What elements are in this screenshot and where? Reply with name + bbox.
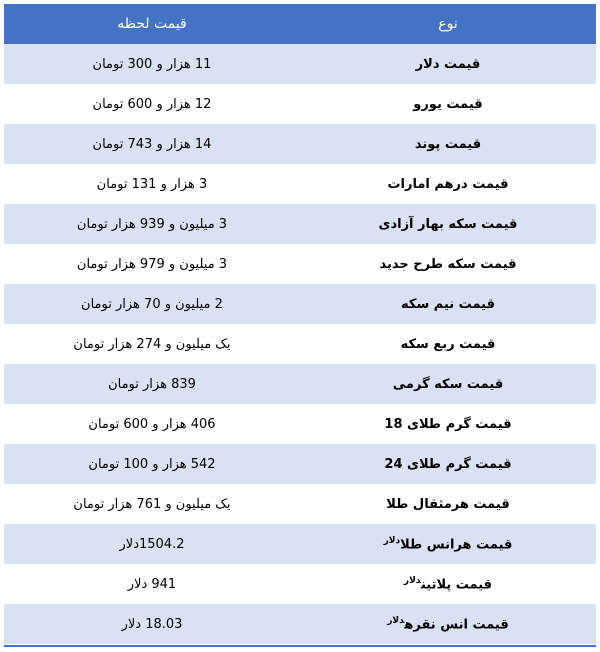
type-unit-superscript: دلار (403, 575, 421, 586)
type-cell (300, 124, 596, 164)
table-row (4, 44, 596, 84)
price-cell: 11 هزار و 300 تومان (4, 44, 300, 84)
type-name: قیمت سکه گرمی (392, 376, 504, 392)
table-row (4, 164, 596, 204)
header-price: قیمت لحظه (4, 4, 300, 44)
type-name: قیمت هرمثقال طلا (386, 496, 510, 512)
type-cell (300, 204, 596, 244)
type-cell (300, 244, 596, 284)
price-cell: 3 میلیون و 939 هزار تومان (4, 204, 300, 244)
type-cell (300, 484, 596, 524)
table-row (4, 564, 596, 604)
type-name: قیمت سکه طرح جدید (379, 256, 517, 272)
type-cell (300, 44, 596, 84)
type-name: قیمت نیم سکه (401, 296, 495, 312)
table-row (4, 604, 596, 644)
type-unit-superscript: دلار (387, 615, 405, 626)
price-cell: یک میلیون و 274 هزار تومان (4, 324, 300, 364)
type-name: قیمت دلار (415, 56, 481, 72)
table-row (4, 364, 596, 404)
type-cell (300, 164, 596, 204)
price-cell: 406 هزار و 600 تومان (4, 404, 300, 444)
table-row (4, 404, 596, 444)
type-name: قیمت هرانس طلا (400, 537, 513, 553)
type-cell (300, 604, 596, 644)
price-cell: 941 دلار (4, 564, 300, 604)
table-header (4, 4, 596, 44)
type-cell (300, 444, 596, 484)
type-cell (300, 364, 596, 404)
price-cell: 542 هزار و 100 تومان (4, 444, 300, 484)
table-row (4, 244, 596, 284)
type-name: قیمت پلاتین (421, 577, 493, 593)
type-name: قیمت پوند (414, 136, 482, 152)
price-cell: 18.03 دلار (4, 604, 300, 644)
type-name: قیمت درهم امارات (387, 176, 509, 192)
type-cell (300, 284, 596, 324)
table-row (4, 484, 596, 524)
type-name: قیمت گرم طلای 24 (384, 456, 512, 472)
price-cell: 2 میلیون و 70 هزار تومان (4, 284, 300, 324)
price-cell: 14 هزار و 743 تومان (4, 124, 300, 164)
type-cell (300, 524, 596, 564)
type-name: قیمت یورو (413, 96, 483, 112)
type-cell (300, 84, 596, 124)
type-unit-superscript: دلار (383, 535, 401, 546)
type-name: قیمت گرم طلای 18 (384, 416, 512, 432)
price-cell: 1504.2دلار (4, 524, 300, 564)
price-table (4, 4, 596, 644)
type-cell (300, 564, 596, 604)
price-cell: 3 میلیون و 979 هزار تومان (4, 244, 300, 284)
price-cell: 839 هزار تومان (4, 364, 300, 404)
header-row (4, 4, 596, 44)
table-row (4, 524, 596, 564)
type-cell (300, 324, 596, 364)
type-name: قیمت ربع سکه (400, 336, 496, 352)
table-body (4, 44, 596, 644)
table-row (4, 204, 596, 244)
table-row (4, 124, 596, 164)
type-cell (300, 404, 596, 444)
table-row (4, 284, 596, 324)
price-cell: یک میلیون و 761 هزار تومان (4, 484, 300, 524)
price-cell: 3 هزار و 131 تومان (4, 164, 300, 204)
table-row (4, 324, 596, 364)
table-row (4, 84, 596, 124)
price-cell: 12 هزار و 600 تومان (4, 84, 300, 124)
header-type: نوع (300, 4, 596, 44)
type-name: قیمت سکه بهار آزادی (378, 216, 518, 232)
table-bottom-border (4, 645, 596, 647)
type-name: قیمت انس نقره (404, 617, 509, 633)
table-row (4, 444, 596, 484)
